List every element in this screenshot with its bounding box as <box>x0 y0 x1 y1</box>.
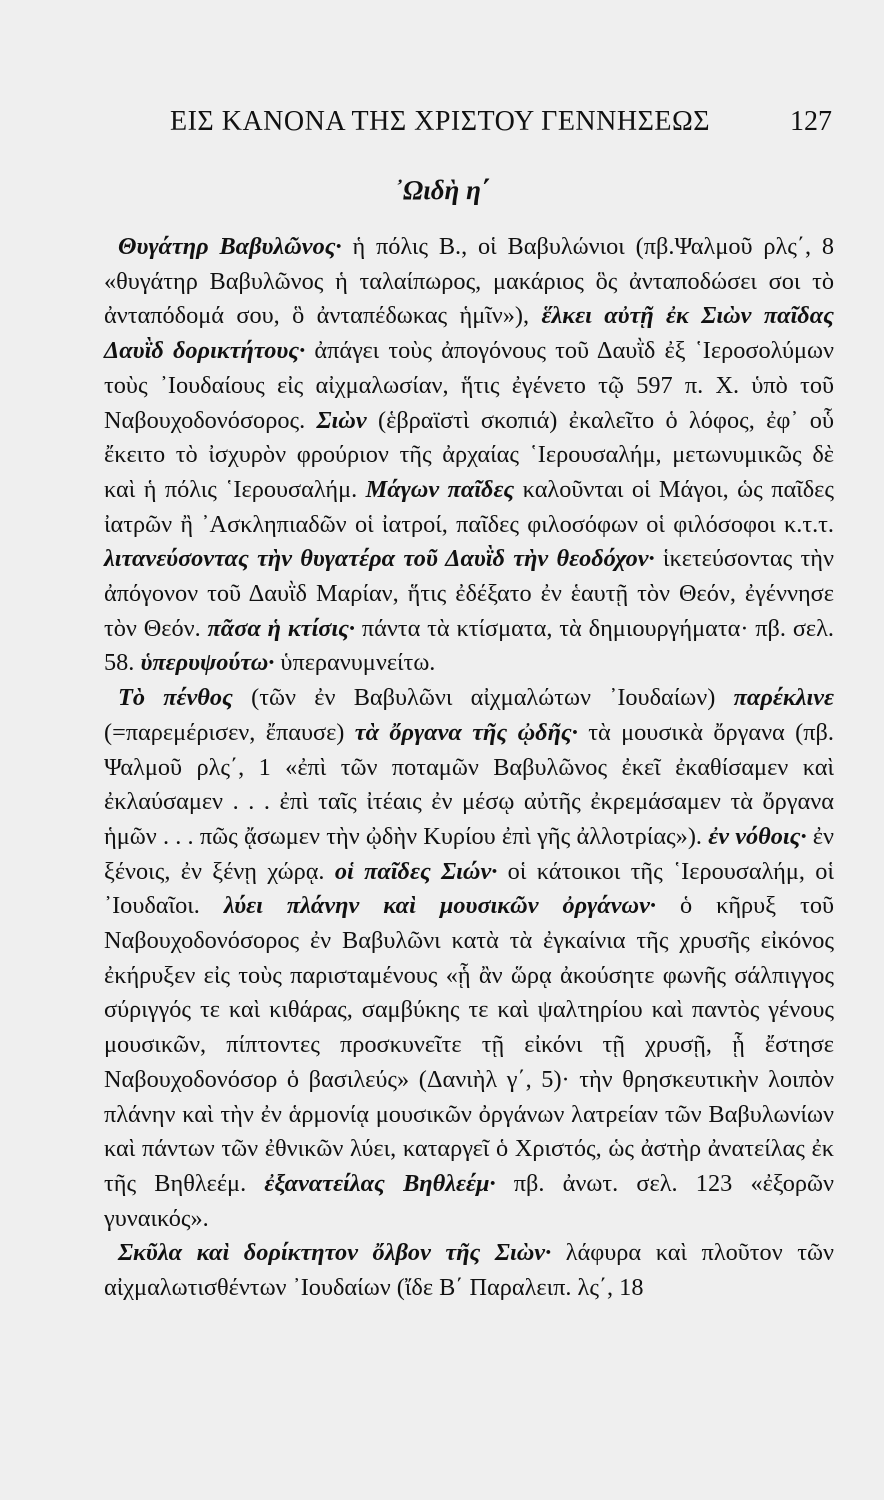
lemma-wrapper <box>708 823 806 850</box>
gloss-text: (ἑβραϊστὶ σκοπιά) ἐκαλεῖτο ὁ λόφος, ἐφ᾿ οὗ ἔκειτο τὸ ἰσχυρὸν φρούριον τῆς ἀρχαίας ῾Ιερουσαλήμ, μετωνυμικῶς δὲ καὶ ἡ πόλις ῾Ιερουσαλήμ. <box>104 406 834 503</box>
gloss-text: (=παρεμέρισεν, ἔπαυσε) <box>104 718 355 746</box>
lemma: πᾶσα ἡ κτίσις· <box>207 614 355 642</box>
lemma: ἕλκει αὐτῇ ἐκ Σιὼν παῖδας Δαυῒδ δορικτήτους· <box>104 302 834 365</box>
gloss-text: ἱκετεύσοντας τὴν ἀπόγονον τοῦ Δαυῒδ Μαρίαν, ἥτις ἐδέξατο ἐν ἑαυτῇ τὸν Θεόν, ἐγέννησε τὸν Θεόν. <box>104 545 834 642</box>
lemma-wrapper <box>208 615 355 642</box>
paragraph <box>104 1236 834 1305</box>
gloss-text: τὰ μουσικὰ ὄργανα (πβ. Ψαλμοῦ ρλς΄, 1 «ἐπὶ τῶν ποταμῶν Βαβυλῶνος ἐκεῖ ἐκαθίσαμεν καὶ ἐκλαύσαμεν . . . ἐπὶ ταῖς ἰτέαις ἐν μέσῳ αὐτῆς ἐκρεμάσαμεν τὰ ὄργανα ἡμῶν . . . πῶς ᾄσωμεν τὴν ᾠδὴν Κυρίου ἐπὶ γῆς ἀλλοτρίας»). <box>104 718 834 850</box>
lemma: οἱ παῖδες Σιών· <box>334 857 498 885</box>
lemma-wrapper <box>366 476 515 503</box>
lemma-wrapper <box>140 649 274 676</box>
ode-heading: ᾿Ωιδὴ η΄ <box>394 175 490 205</box>
lemma: παρέκλινε <box>733 684 834 712</box>
lemma-wrapper <box>118 1239 551 1266</box>
lemma: Θυγάτηρ Βαβυλῶνος· <box>118 233 342 260</box>
running-title: ΕΙΣ ΚΑΝΟΝΑ ΤΗΣ ΧΡΙΣΤΟΥ ΓΕΝΝΗΣΕΩΣ <box>170 106 711 137</box>
lemma-wrapper <box>264 1170 495 1197</box>
lemma: λιτανεύσοντας τὴν θυγατέρα τοῦ Δαυῒδ τὴν θεοδόχον· <box>104 545 655 573</box>
lemma: ὑπερυψούτω· <box>140 649 275 677</box>
lemma: τὰ ὄργανα τῆς ᾠδῆς· <box>354 718 578 746</box>
page-number: 127 <box>790 106 832 137</box>
gloss-text: ὑπερανυμνείτω. <box>274 649 436 677</box>
lemma: Τὸ πένθος <box>118 684 233 712</box>
lemma: Μάγων παῖδες <box>365 475 515 503</box>
lemma-wrapper <box>118 684 233 711</box>
gloss-text: πάντα τὰ κτίσματα, τὰ δημιουργήματα· πβ. σελ. 58. <box>104 614 834 677</box>
gloss-text: ἀπάγει τοὺς ἀπογόνους τοῦ Δαυῒδ ἐξ ῾Ιεροσολύμων τοὺς ᾿Ιουδαίους εἰς αἰχμαλωσίαν, ἥτις ἐγένετο τῷ 597 π. Χ. ὑπὸ τοῦ Ναβουχοδονόσορος. <box>104 337 834 434</box>
lemma-wrapper <box>317 407 367 434</box>
paragraph <box>104 230 834 681</box>
lemma: Σιὼν <box>316 406 367 434</box>
gloss-text: ἡ πόλις Β., οἱ Βαβυλώνιοι (πβ.Ψαλμοῦ ρλς΄, 8 «θυγάτηρ Βαβυλῶνος ἡ ταλαίπωρος, μακάριος ὃς ἀνταποδώσει σοι τὸ ἀνταπόδομά σου, ὃ ἀνταπέδωκας ἡμῖν»), <box>104 233 834 330</box>
lemma-wrapper <box>224 892 656 919</box>
gloss-text: καλοῦνται οἱ Μάγοι, ὡς παῖδες ἰατρῶν ἢ ᾿Ασκληπιαδῶν οἱ ἰατροί, παῖδες φιλοσόφων οἱ φιλόσοφοι κ.τ.τ. <box>104 475 835 538</box>
lemma-wrapper <box>355 719 578 746</box>
lemma: Σκῦλα καὶ δορίκτητον ὄλβον τῆς Σιὼν· <box>118 1239 552 1267</box>
lemma: λύει πλάνην καὶ μουσικῶν ὀργάνων· <box>223 892 656 920</box>
gloss-text: λάφυρα καὶ πλοῦτον τῶν αἰχμαλωτισθέντων ᾿Ιουδαίων (ἴδε Β΄ Παραλειπ. λς΄, 18 <box>104 1239 834 1302</box>
gloss-text: (τῶν ἐν Βαβυλῶνι αἰχμαλώτων ᾿Ιουδαίων) <box>232 684 734 712</box>
lemma-wrapper <box>734 684 834 711</box>
gloss-text: ἐν ξένοις, ἐν ξένῃ χώρᾳ. <box>104 822 834 885</box>
lemma-wrapper <box>335 858 498 885</box>
lemma: ἐν νόθοις· <box>708 822 807 850</box>
gloss-text: πβ. ἀνωτ. σελ. 123 «ἐξορῶν γυναικός». <box>104 1169 834 1232</box>
lemma-wrapper <box>118 233 342 260</box>
running-header <box>108 106 840 146</box>
lemma-wrapper <box>104 545 655 572</box>
gloss-text: οἱ κάτοικοι τῆς ῾Ιερουσαλήμ, οἱ ᾿Ιουδαῖοι. <box>104 857 834 920</box>
lemma: ἐξανατείλας Βηθλεέμ· <box>264 1169 496 1197</box>
gloss-text: ὁ κῆρυξ τοῦ Ναβουχοδονόσορος ἐν Βαβυλῶνι κατὰ τὰ ἐγκαίνια τῆς χρυσῆς εἰκόνος ἐκήρυξεν εἰς τοὺς παρισταμένους «ᾗ ἂν ὥρᾳ ἀκούσητε φωνῆς σάλπιγγος σύριγγός τε καὶ κιθάρας, σαμβύκης τε καὶ ψαλτηρίου καὶ παντὸς γένους μουσικῶν, πίπτοντες προσκυνεῖτε τῇ εἰκόνι τῇ χρυσῇ, ᾗ ἔστησε Ναβουχοδονόσορ ὁ βασιλεύς» (Δανιὴλ γ΄, 5)· τὴν θρησκευτικὴν λοιπὸν πλάνην καὶ τὴν ἐν ἁρμονίᾳ μουσικῶν ὀργάνων λατρείαν τῶν Βαβυλωνίων καὶ πάντων τῶν ἐθνικῶν λύει, καταργεῖ ὁ Χριστός, ὡς ἀστὴρ ἀνατείλας ἐκ τῆς Βηθλεέμ. <box>104 892 834 1197</box>
commentary-text <box>104 230 834 1306</box>
paragraph <box>104 681 834 1236</box>
